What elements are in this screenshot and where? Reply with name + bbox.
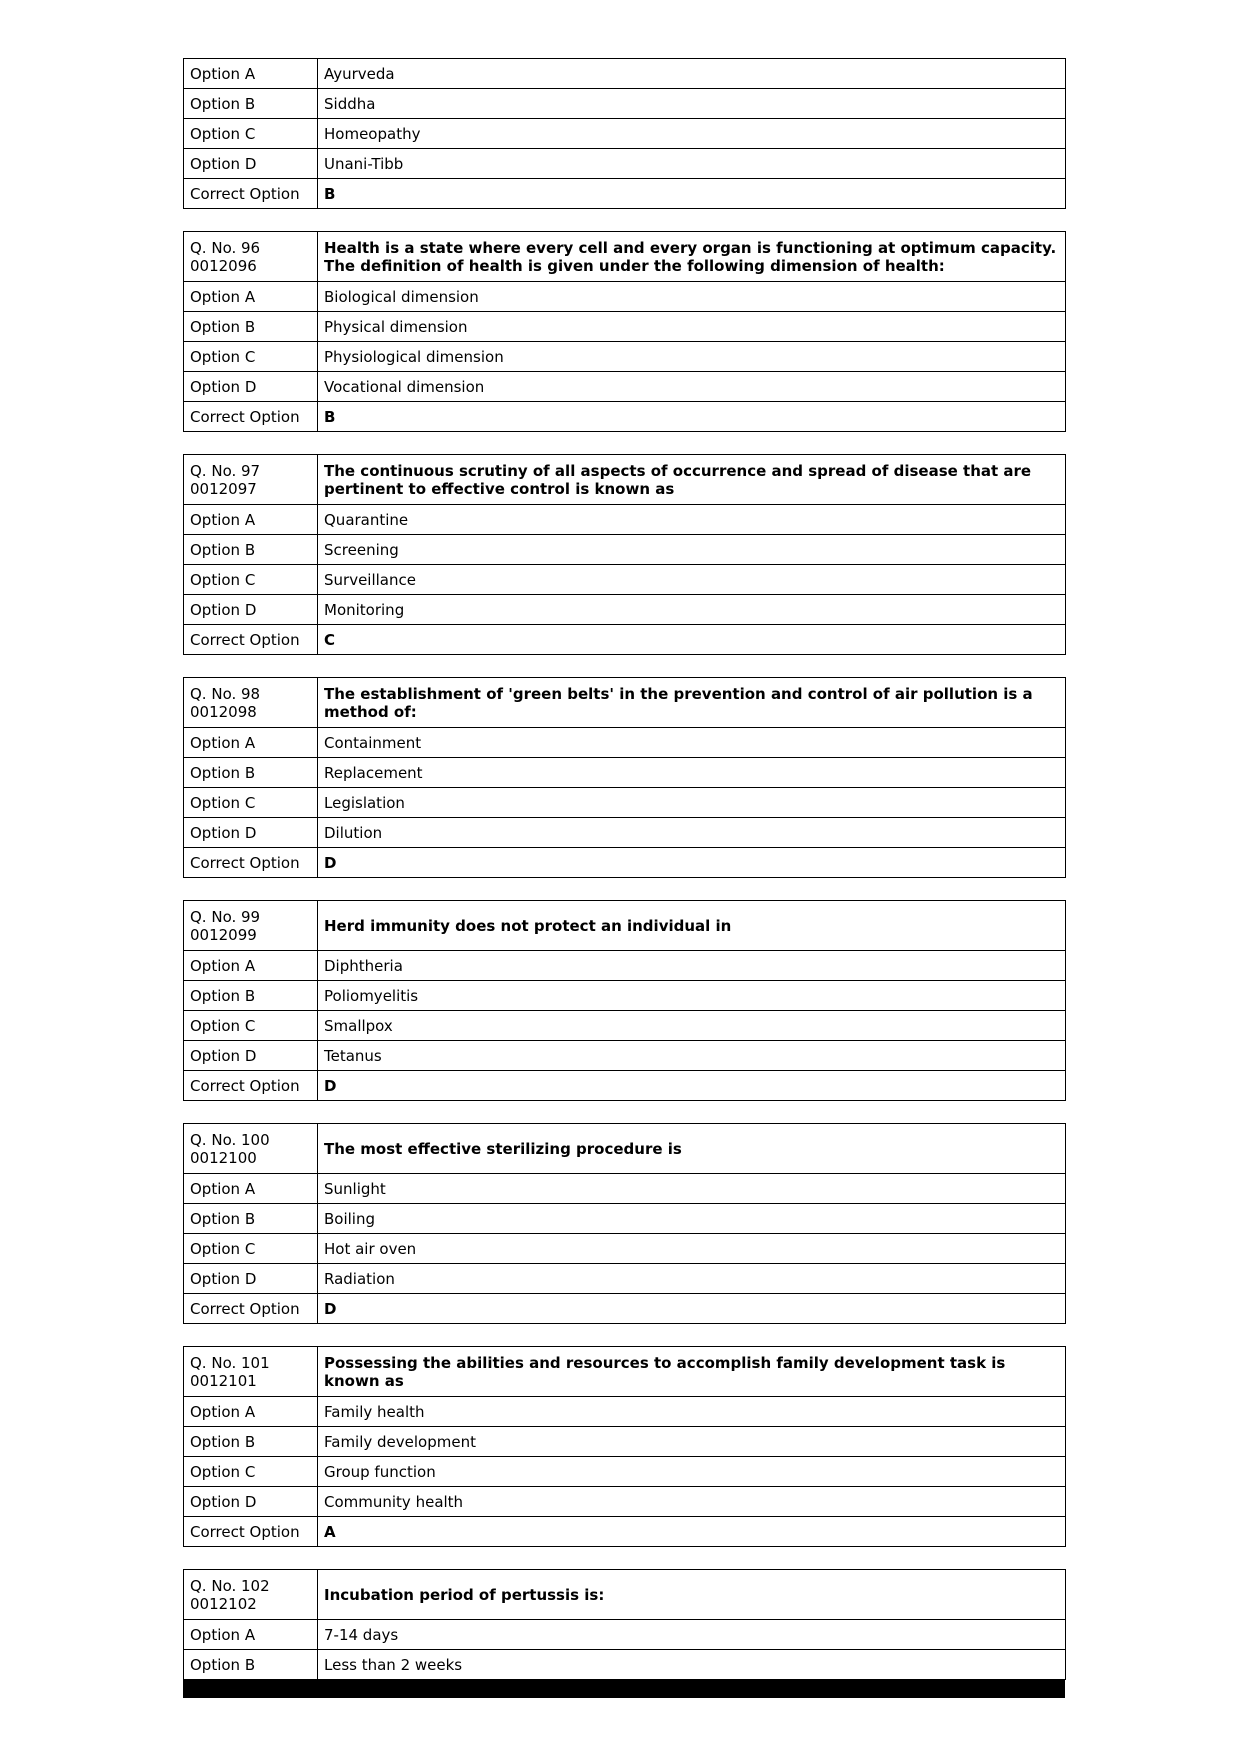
option-label: Option A bbox=[184, 505, 318, 535]
question-number: Q. No. 101 bbox=[190, 1353, 270, 1372]
option-text: Family health bbox=[318, 1397, 1066, 1427]
option-text: Siddha bbox=[318, 89, 1066, 119]
option-label: Option B bbox=[184, 89, 318, 119]
question-number-cell bbox=[184, 678, 318, 728]
option-label: Option A bbox=[184, 59, 318, 89]
correct-option-label: Correct Option bbox=[184, 402, 318, 432]
option-row-c bbox=[184, 342, 1066, 372]
option-text: Smallpox bbox=[318, 1011, 1066, 1041]
question-block-98 bbox=[183, 677, 1066, 878]
correct-option-value: D bbox=[318, 1071, 1066, 1101]
correct-option-label: Correct Option bbox=[184, 179, 318, 209]
option-row-a bbox=[184, 1174, 1066, 1204]
question-block-101 bbox=[183, 1346, 1066, 1547]
option-row-a bbox=[184, 59, 1066, 89]
correct-option-row bbox=[184, 625, 1066, 655]
question-number: Q. No. 97 bbox=[190, 461, 261, 480]
option-text: Family development bbox=[318, 1427, 1066, 1457]
question-number: Q. No. 100 bbox=[190, 1130, 270, 1149]
question-block-99 bbox=[183, 900, 1066, 1101]
question-code: 0012097 bbox=[190, 479, 257, 498]
option-text: Containment bbox=[318, 728, 1066, 758]
option-text: Less than 2 weeks bbox=[318, 1650, 1066, 1680]
question-block-102 bbox=[183, 1569, 1066, 1680]
option-row-a bbox=[184, 951, 1066, 981]
option-text: Radiation bbox=[318, 1264, 1066, 1294]
option-row-b bbox=[184, 1427, 1066, 1457]
option-text: Screening bbox=[318, 535, 1066, 565]
option-text: Legislation bbox=[318, 788, 1066, 818]
correct-option-label: Correct Option bbox=[184, 848, 318, 878]
option-row-b bbox=[184, 89, 1066, 119]
option-text: 7-14 days bbox=[318, 1620, 1066, 1650]
option-row-b bbox=[184, 981, 1066, 1011]
question-text: The most effective sterilizing procedure is bbox=[318, 1124, 1066, 1174]
option-label: Option A bbox=[184, 1174, 318, 1204]
option-text: Community health bbox=[318, 1487, 1066, 1517]
option-text: Hot air oven bbox=[318, 1234, 1066, 1264]
correct-option-value: B bbox=[318, 179, 1066, 209]
option-row-d bbox=[184, 818, 1066, 848]
option-label: Option B bbox=[184, 1650, 318, 1680]
page-cut-bar bbox=[183, 1680, 1065, 1698]
option-text: Surveillance bbox=[318, 565, 1066, 595]
option-text: Sunlight bbox=[318, 1174, 1066, 1204]
option-row-c bbox=[184, 1457, 1066, 1487]
option-label: Option B bbox=[184, 758, 318, 788]
option-label: Option C bbox=[184, 565, 318, 595]
option-label: Option C bbox=[184, 342, 318, 372]
question-text: Herd immunity does not protect an individual in bbox=[318, 901, 1066, 951]
correct-option-label: Correct Option bbox=[184, 1071, 318, 1101]
option-label: Option C bbox=[184, 788, 318, 818]
correct-option-label: Correct Option bbox=[184, 1294, 318, 1324]
option-text: Vocational dimension bbox=[318, 372, 1066, 402]
option-label: Option B bbox=[184, 1204, 318, 1234]
question-block-100 bbox=[183, 1123, 1066, 1324]
question-block-partial bbox=[183, 58, 1066, 209]
option-text: Replacement bbox=[318, 758, 1066, 788]
option-label: Option D bbox=[184, 149, 318, 179]
option-label: Option D bbox=[184, 818, 318, 848]
option-text: Diphtheria bbox=[318, 951, 1066, 981]
option-row-a bbox=[184, 505, 1066, 535]
option-row-c bbox=[184, 119, 1066, 149]
option-label: Option D bbox=[184, 595, 318, 625]
option-label: Option A bbox=[184, 728, 318, 758]
option-label: Option A bbox=[184, 1397, 318, 1427]
question-header-row bbox=[184, 901, 1066, 951]
option-text: Biological dimension bbox=[318, 282, 1066, 312]
question-header-row bbox=[184, 455, 1066, 505]
question-text: Health is a state where every cell and every organ is functioning at optimum capacity. The definition of health is given under the following dimension of health: bbox=[318, 232, 1066, 282]
question-text: Possessing the abilities and resources to accomplish family development task is known as bbox=[318, 1347, 1066, 1397]
correct-option-label: Correct Option bbox=[184, 625, 318, 655]
option-row-c bbox=[184, 1234, 1066, 1264]
question-header-row bbox=[184, 678, 1066, 728]
correct-option-value: A bbox=[318, 1517, 1066, 1547]
option-row-c bbox=[184, 565, 1066, 595]
option-text: Monitoring bbox=[318, 595, 1066, 625]
option-text: Group function bbox=[318, 1457, 1066, 1487]
option-label: Option D bbox=[184, 372, 318, 402]
option-text: Quarantine bbox=[318, 505, 1066, 535]
option-row-c bbox=[184, 788, 1066, 818]
correct-option-value: D bbox=[318, 848, 1066, 878]
option-text: Homeopathy bbox=[318, 119, 1066, 149]
correct-option-row bbox=[184, 179, 1066, 209]
question-number: Q. No. 96 bbox=[190, 238, 261, 257]
option-text: Unani-Tibb bbox=[318, 149, 1066, 179]
question-header-row bbox=[184, 1347, 1066, 1397]
correct-option-row bbox=[184, 1071, 1066, 1101]
option-row-a bbox=[184, 282, 1066, 312]
question-number-cell bbox=[184, 232, 318, 282]
option-label: Option A bbox=[184, 1620, 318, 1650]
option-row-b bbox=[184, 535, 1066, 565]
question-number-cell bbox=[184, 901, 318, 951]
correct-option-value: B bbox=[318, 402, 1066, 432]
option-row-d bbox=[184, 595, 1066, 625]
question-number-cell bbox=[184, 1570, 318, 1620]
option-label: Option B bbox=[184, 312, 318, 342]
question-text: The establishment of 'green belts' in the prevention and control of air pollution is a method of: bbox=[318, 678, 1066, 728]
option-text: Physiological dimension bbox=[318, 342, 1066, 372]
option-row-a bbox=[184, 1397, 1066, 1427]
question-code: 0012096 bbox=[190, 256, 257, 275]
option-row-d bbox=[184, 1041, 1066, 1071]
option-label: Option C bbox=[184, 1234, 318, 1264]
question-number-cell bbox=[184, 455, 318, 505]
question-number: Q. No. 102 bbox=[190, 1576, 270, 1595]
option-text: Physical dimension bbox=[318, 312, 1066, 342]
question-number-cell bbox=[184, 1347, 318, 1397]
option-row-d bbox=[184, 1487, 1066, 1517]
option-row-b bbox=[184, 1650, 1066, 1680]
option-label: Option B bbox=[184, 981, 318, 1011]
option-label: Option A bbox=[184, 282, 318, 312]
option-text: Ayurveda bbox=[318, 59, 1066, 89]
question-sheet bbox=[183, 58, 1065, 1698]
question-text: Incubation period of pertussis is: bbox=[318, 1570, 1066, 1620]
question-code: 0012102 bbox=[190, 1594, 257, 1613]
option-row-b bbox=[184, 1204, 1066, 1234]
option-row-d bbox=[184, 1264, 1066, 1294]
correct-option-row bbox=[184, 1294, 1066, 1324]
option-label: Option D bbox=[184, 1264, 318, 1294]
correct-option-row bbox=[184, 1517, 1066, 1547]
option-text: Tetanus bbox=[318, 1041, 1066, 1071]
option-label: Option D bbox=[184, 1041, 318, 1071]
correct-option-row bbox=[184, 848, 1066, 878]
option-text: Boiling bbox=[318, 1204, 1066, 1234]
question-code: 0012098 bbox=[190, 702, 257, 721]
correct-option-row bbox=[184, 402, 1066, 432]
option-row-b bbox=[184, 312, 1066, 342]
option-label: Option D bbox=[184, 1487, 318, 1517]
option-row-d bbox=[184, 372, 1066, 402]
question-block-97 bbox=[183, 454, 1066, 655]
question-number: Q. No. 98 bbox=[190, 684, 261, 703]
option-row-a bbox=[184, 1620, 1066, 1650]
option-label: Option C bbox=[184, 1011, 318, 1041]
option-row-c bbox=[184, 1011, 1066, 1041]
option-text: Poliomyelitis bbox=[318, 981, 1066, 1011]
option-label: Option A bbox=[184, 951, 318, 981]
question-number: Q. No. 99 bbox=[190, 907, 261, 926]
question-block-96 bbox=[183, 231, 1066, 432]
question-code: 0012100 bbox=[190, 1148, 257, 1167]
question-header-row bbox=[184, 1124, 1066, 1174]
question-code: 0012099 bbox=[190, 925, 257, 944]
question-code: 0012101 bbox=[190, 1371, 257, 1390]
correct-option-value: C bbox=[318, 625, 1066, 655]
question-header-row bbox=[184, 1570, 1066, 1620]
option-label: Option B bbox=[184, 1427, 318, 1457]
question-header-row bbox=[184, 232, 1066, 282]
option-row-a bbox=[184, 728, 1066, 758]
option-label: Option C bbox=[184, 1457, 318, 1487]
option-label: Option C bbox=[184, 119, 318, 149]
question-text: The continuous scrutiny of all aspects of occurrence and spread of disease that are pertinent to effective control is known as bbox=[318, 455, 1066, 505]
option-row-b bbox=[184, 758, 1066, 788]
correct-option-label: Correct Option bbox=[184, 1517, 318, 1547]
option-text: Dilution bbox=[318, 818, 1066, 848]
option-row-d bbox=[184, 149, 1066, 179]
option-label: Option B bbox=[184, 535, 318, 565]
question-number-cell bbox=[184, 1124, 318, 1174]
correct-option-value: D bbox=[318, 1294, 1066, 1324]
